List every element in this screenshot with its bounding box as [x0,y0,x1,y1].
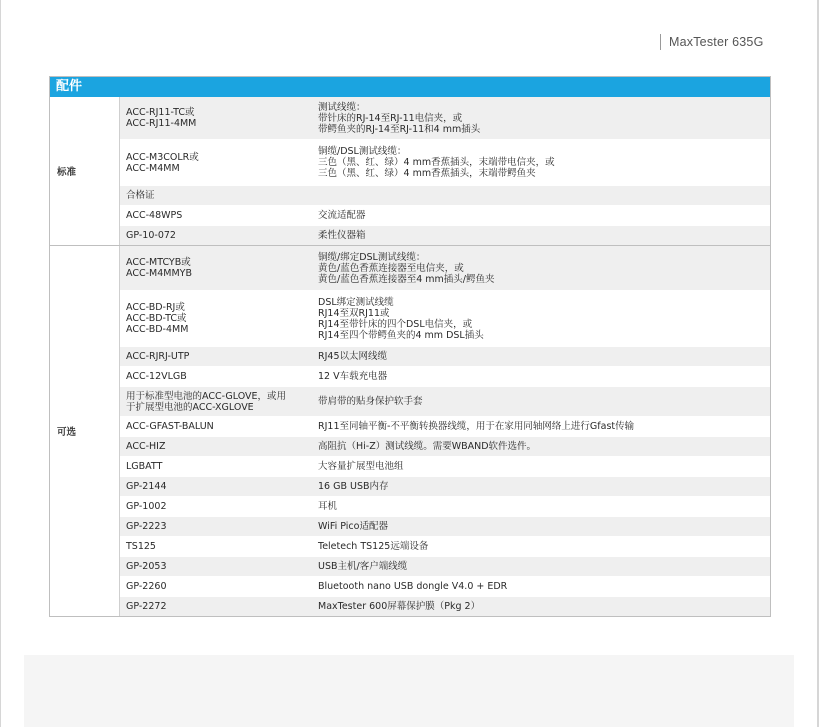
model-text: GP-2144 [126,481,167,492]
description-text: 大容量扩展型电池组 [318,461,404,472]
table-row [120,205,770,225]
description-text: WiFi Pico适配器 [318,521,388,532]
table-row [120,139,770,185]
description-cell [312,557,770,576]
description-cell [312,246,770,290]
description-text: RJ45以太网线缆 [318,351,387,362]
table-group [50,245,770,616]
group-label: 标准 [50,97,120,245]
description-text: 三色（黑、红、绿）4 mm香蕉插头，末端带电信夹，或 [318,157,555,168]
model-text: ACC-M4MMYB [126,268,192,279]
description-cell [312,517,770,536]
header-divider [660,34,661,50]
model-cell [120,437,312,456]
description-cell [312,417,770,436]
description-text: 三色（黑、红、绿）4 mm香蕉插头，末端带鳄鱼夹 [318,168,536,179]
model-text: 合格证 [126,190,155,201]
table-row [120,556,770,576]
model-cell [120,226,312,245]
description-cell [312,206,770,225]
table-row [120,456,770,476]
model-cell [120,246,312,290]
description-text: 交流适配器 [318,210,366,221]
table-group [50,97,770,245]
model-text: ACC-BD-RJ或 [126,302,185,313]
group-label: 可选 [50,246,120,616]
model-cell [120,97,312,139]
model-text: ACC-M3COLR或 [126,151,199,163]
group-rows [120,97,770,245]
model-text: ACC-M4MM [126,162,180,174]
table-row [120,576,770,596]
table-body [50,97,770,616]
model-cell [120,497,312,516]
model-text: ACC-GFAST-BALUN [126,421,214,432]
table-row [120,225,770,245]
table-row [120,476,770,496]
table-row [120,346,770,366]
model-text: GP-10-072 [126,230,176,241]
model-text: ACC-RJ11-4MM [126,118,197,129]
model-cell [120,186,312,205]
description-cell [312,577,770,596]
table-row [120,290,770,346]
model-text: ACC-RJRJ-UTP [126,351,190,362]
model-cell [120,206,312,225]
description-cell [312,291,770,346]
model-cell [120,387,312,416]
model-text: ACC-MTCYB或 [126,257,191,268]
model-text: GP-2260 [126,581,167,592]
description-text: 黄色/蓝色香蕉连接器至电信夹，或 [318,262,464,274]
model-cell [120,557,312,576]
model-cell [120,457,312,476]
group-rows [120,246,770,616]
table-row [120,386,770,416]
description-cell [312,387,770,416]
description-text: 铜缆/DSL测试线缆： [318,146,407,157]
model-text: GP-1002 [126,501,167,512]
model-text: ACC-48WPS [126,210,183,221]
description-text: 黄色/蓝色香蕉连接器至4 mm插头/鳄鱼夹 [318,273,495,285]
description-cell [312,367,770,386]
description-cell [312,97,770,139]
description-cell [312,497,770,516]
description-text: Bluetooth nano USB dongle V4.0 + EDR [318,581,508,592]
description-text: 测试线缆： [318,101,366,113]
model-cell [120,577,312,596]
description-cell [312,537,770,556]
model-cell [120,291,312,346]
product-title: MaxTester 635G [669,35,764,49]
description-text: 高阻抗（Hi-Z）测试线缆。需要WBAND软件选件。 [318,441,537,452]
description-text: 带针床的RJ-14至RJ-11电信夹，或 [318,112,463,124]
model-cell [120,537,312,556]
table-row [120,596,770,616]
model-text: TS125 [126,541,156,552]
model-text: GP-2053 [126,561,167,572]
model-cell [120,367,312,386]
table-row [120,496,770,516]
description-cell [312,477,770,496]
description-cell [312,140,770,185]
table-row [120,366,770,386]
description-text: RJ14至双RJ11或 [318,307,390,319]
table-row [120,516,770,536]
table-row [120,536,770,556]
description-cell [312,457,770,476]
description-text: 带肩带的贴身保护软手套 [318,396,423,407]
model-text: 用于标准型电池的ACC-GLOVE，或用 [126,390,287,402]
model-cell [120,347,312,366]
page-header [660,34,764,50]
table-row [120,185,770,205]
description-text: 12 V车载充电器 [318,371,388,382]
table-row [120,416,770,436]
description-text: DSL绑定测试线缆 [318,296,394,308]
description-cell [312,347,770,366]
description-text: RJ14至带针床的四个DSL电信夹，或 [318,318,473,330]
table-row [120,246,770,290]
table-row [120,436,770,456]
description-cell [312,437,770,456]
section-title: 配件 [50,77,770,97]
model-text: GP-2223 [126,521,167,532]
description-text: 铜缆/绑定DSL测试线缆： [318,251,426,263]
model-text: GP-2272 [126,601,167,612]
description-cell [312,597,770,616]
model-text: LGBATT [126,461,163,472]
description-text: RJ11至同轴平衡-不平衡转换器线缆，用于在家用同轴网络上进行Gfast传输 [318,421,635,432]
description-text: MaxTester 600屏幕保护膜（Pkg 2） [318,601,481,612]
description-text: 耳机 [318,501,338,512]
description-text: 16 GB USB内存 [318,481,389,492]
description-text: 带鳄鱼夹的RJ-14至RJ-11和4 mm插头 [318,123,481,135]
description-text: Teletech TS125远端设备 [318,541,429,552]
model-cell [120,477,312,496]
model-cell [120,597,312,616]
table-row [120,97,770,139]
model-text: 于扩展型电池的ACC-XGLOVE [126,401,254,413]
model-text: ACC-BD-TC或 [126,313,187,324]
page-edge-left [0,0,1,727]
description-text: 柔性仪器箱 [318,230,366,241]
description-cell [312,186,770,205]
model-text: ACC-BD-4MM [126,324,189,335]
footer-panel [24,655,794,727]
model-cell [120,140,312,185]
description-text: RJ14至四个带鳄鱼夹的4 mm DSL插头 [318,329,484,341]
model-text: ACC-12VLGB [126,371,187,382]
model-cell [120,417,312,436]
model-text: ACC-HIZ [126,441,166,452]
description-cell [312,226,770,245]
description-text: USB主机/客户端线缆 [318,561,408,572]
model-cell [120,517,312,536]
model-text: ACC-RJ11-TC或 [126,107,195,118]
accessories-table [49,76,771,617]
